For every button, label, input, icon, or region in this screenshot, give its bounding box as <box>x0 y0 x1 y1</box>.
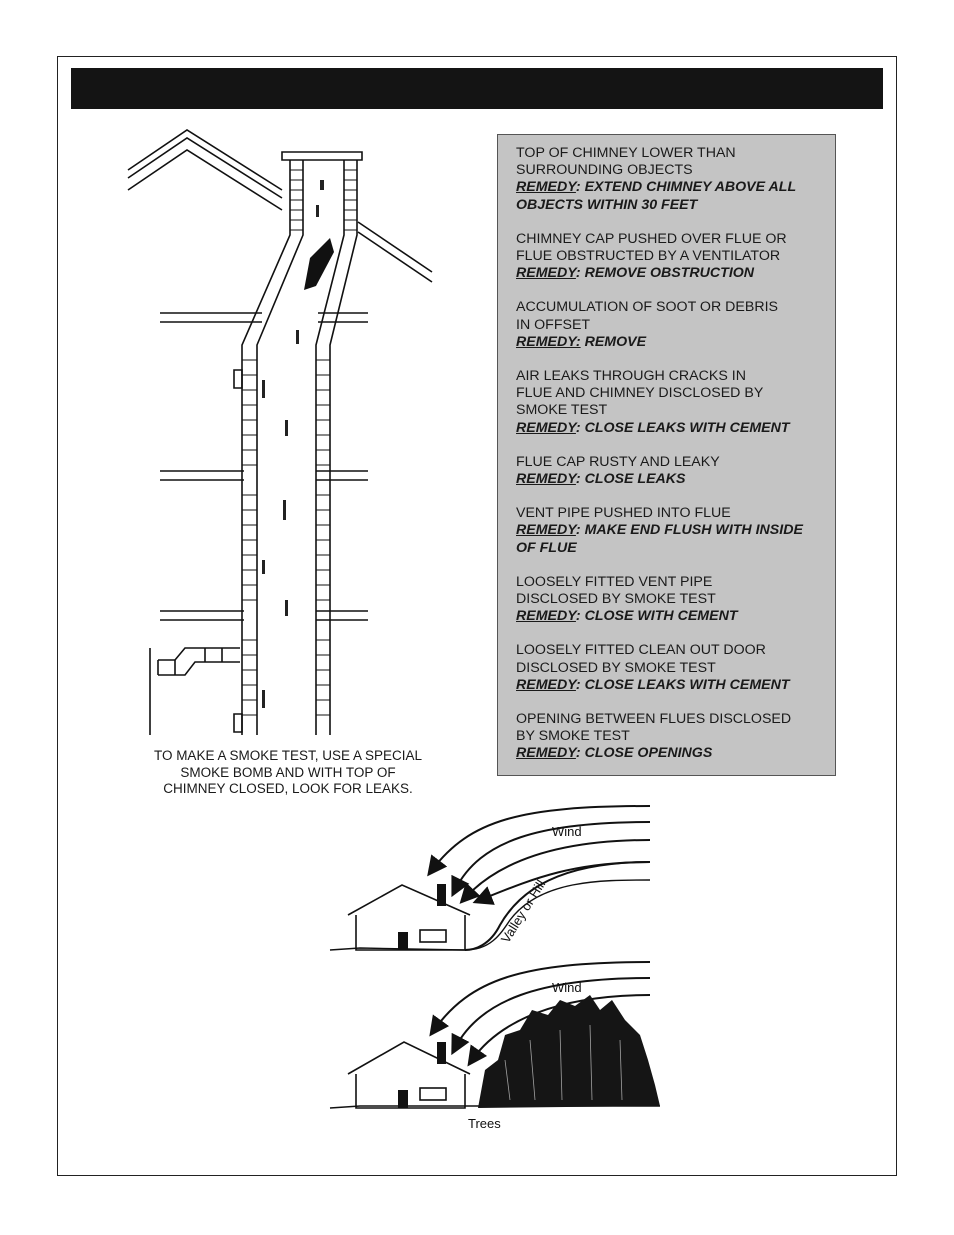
remedy-text: REMEDY: MAKE END FLUSH WITH INSIDE OF FLUE <box>516 522 803 556</box>
issue-text: LOOSELY FITTED VENT PIPE DISCLOSED BY SMOKE TEST <box>516 573 716 608</box>
issue-text: CHIMNEY CAP PUSHED OVER FLUE OR FLUE OBSTRUCTED BY A VENTILATOR <box>516 230 787 265</box>
issue-text: FLUE CAP RUSTY AND LEAKY <box>516 453 720 470</box>
issue-text: VENT PIPE PUSHED INTO FLUE <box>516 505 731 522</box>
remedy-text: REMEDY: CLOSE LEAKS WITH CEMENT <box>516 676 790 693</box>
remedy-text: REMEDY: REMOVE <box>516 333 647 350</box>
smoke-test-caption: TO MAKE A SMOKE TEST, USE A SPECIAL SMOKE BOMB AND WITH TOP OF CHIMNEY CLOSED, LOOK FOR LEAKS. <box>153 748 423 796</box>
issue-text: ACCUMULATION OF SOOT OR DEBRIS IN OFFSET <box>516 299 778 333</box>
issue-text: TOP OF CHIMNEY LOWER THAN SURROUNDING OBJECTS <box>516 145 736 179</box>
remedy-text: REMEDY: CLOSE LEAKS <box>516 471 686 488</box>
trees-label: Trees <box>468 1116 501 1131</box>
top-wind-label: Wind <box>552 824 582 839</box>
remedy-text: REMEDY: REMOVE OBSTRUCTION <box>516 265 755 282</box>
remedy-text: REMEDY: CLOSE WITH CEMENT <box>516 608 738 625</box>
bottom-wind-label: Wind <box>552 980 582 995</box>
remedy-text: REMEDY: CLOSE LEAKS WITH CEMENT <box>516 419 790 436</box>
issue-text: LOOSELY FITTED CLEAN OUT DOOR DISCLOSED BY SMOKE TEST <box>516 642 766 676</box>
remedy-text: REMEDY: CLOSE OPENINGS <box>516 745 713 762</box>
issue-text: OPENING BETWEEN FLUES DISCLOSED BY SMOKE TEST <box>516 711 792 745</box>
remedy-text: REMEDY: EXTEND CHIMNEY ABOVE ALL OBJECTS WITHIN 30 FEET <box>516 179 796 213</box>
issue-text: AIR LEAKS THROUGH CRACKS IN FLUE AND CHIMNEY DISCLOSED BY SMOKE TEST <box>516 368 764 419</box>
terrain-label: Valley or Hill <box>497 877 549 946</box>
